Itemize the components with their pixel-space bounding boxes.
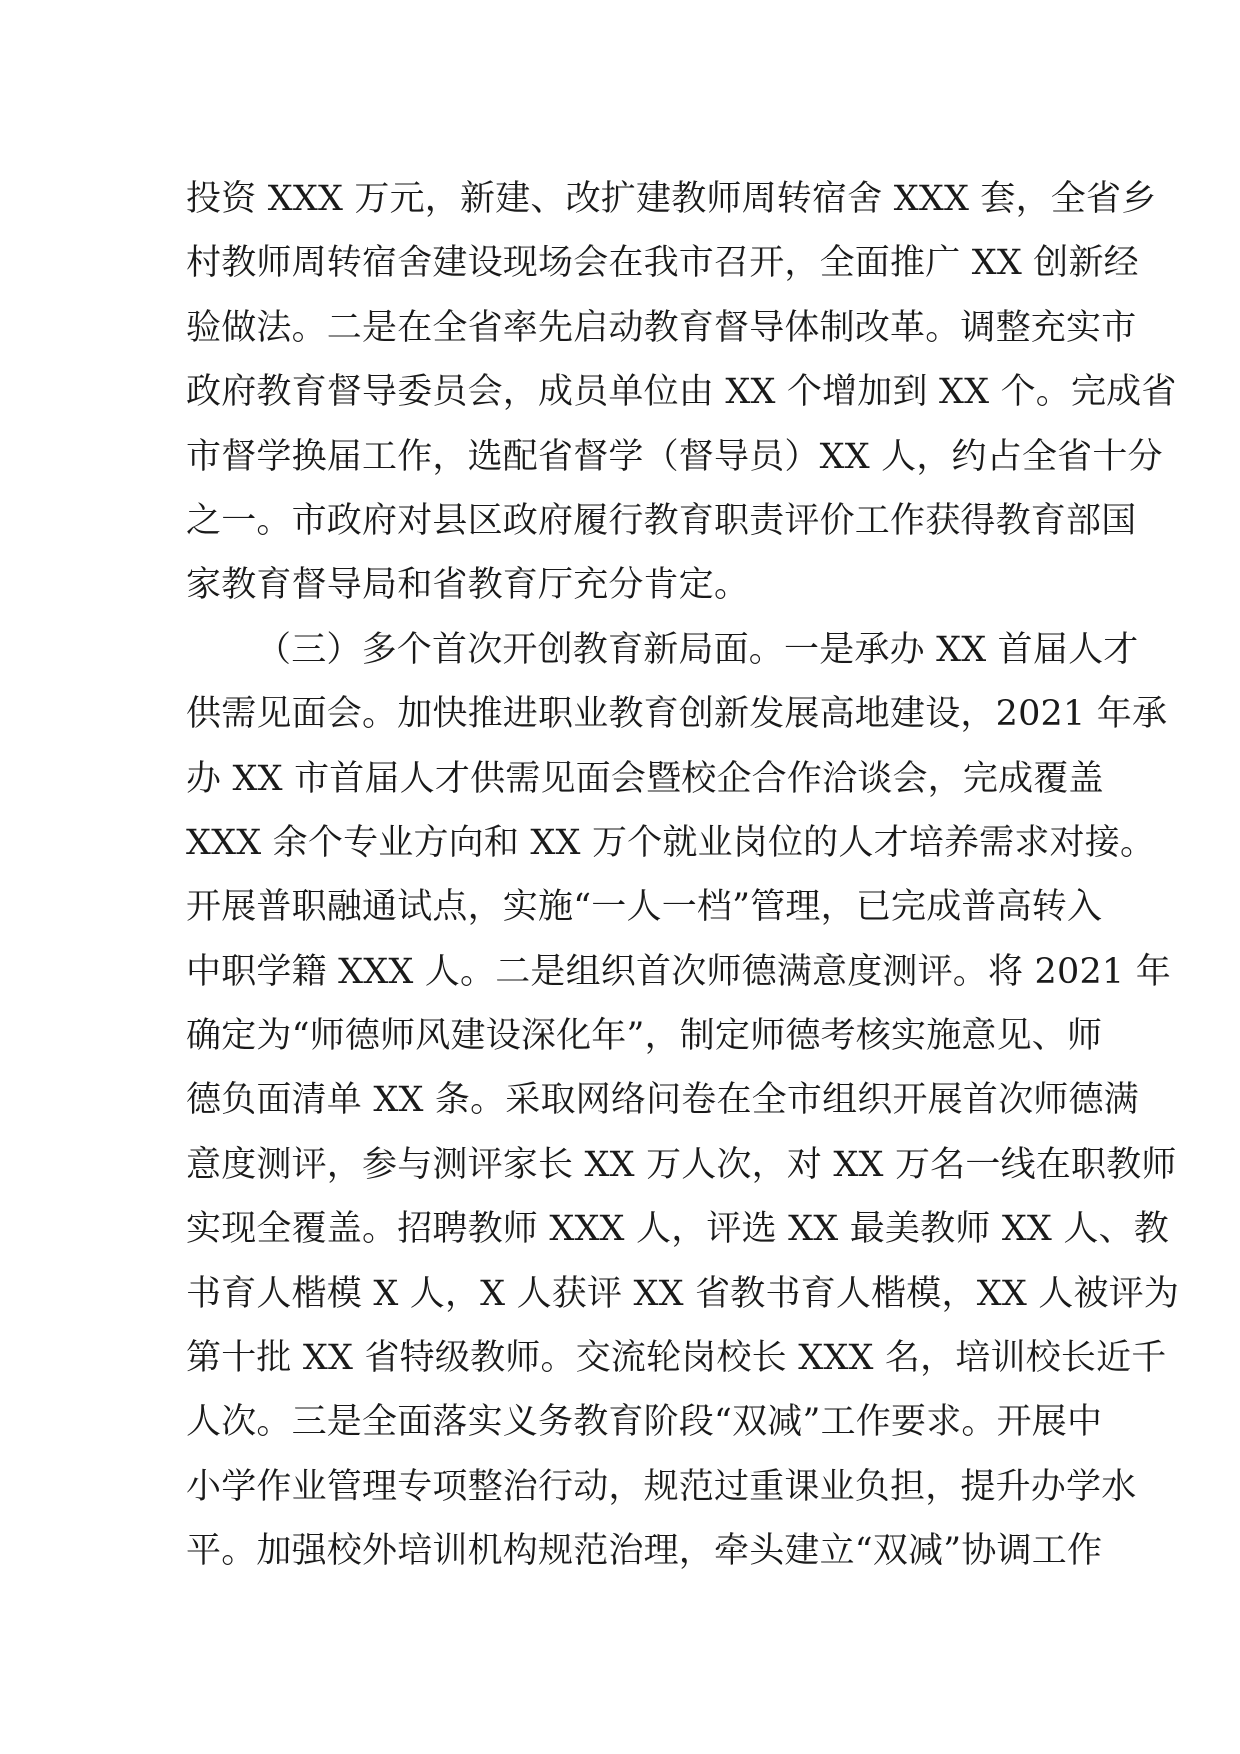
text-line: 家教育督导局和省教育厅充分肯定。 <box>186 565 750 606</box>
text-line: 政府教育督导委员会，成员单位由 XX 个增加到 XX 个。完成省 <box>186 372 1177 413</box>
text-line: 供需见面会。加快推进职业教育创新发展高地建设，2021 年承 <box>186 694 1168 735</box>
text-line: 开展普职融通试点，实施“一人一档”管理，已完成普高转入 <box>186 887 1103 928</box>
text-line: 验做法。二是在全省率先启动教育督导体制改革。调整充实市 <box>186 307 1137 348</box>
text-line: XXX 余个专业方向和 XX 万个就业岗位的人才培养需求对接。 <box>186 822 1156 863</box>
body-text <box>186 167 1180 1584</box>
text-line: 村教师周转宿舍建设现场会在我市召开，全面推广 XX 创新经 <box>186 243 1139 284</box>
text-line: 小学作业管理专项整治行动，规范过重课业负担，提升办学水 <box>186 1466 1137 1507</box>
text-line: 德负面清单 XX 条。采取网络问卷在全市组织开展首次师德满 <box>186 1080 1139 1121</box>
text-line: 书育人楷模 X 人，X 人获评 XX 省教书育人楷模，XX 人被评为 <box>186 1273 1180 1314</box>
text-line: 投资 XXX 万元，新建、改扩建教师周转宿舍 XXX 套，全省乡 <box>186 179 1157 219</box>
text-line: 平。加强校外培训机构规范治理，牵头建立“双减”协调工作 <box>186 1531 1103 1572</box>
text-line: 市督学换届工作，选配省督学（督导员）XX 人，约占全省十分 <box>186 436 1163 477</box>
text-line: 办 XX 市首届人才供需见面会暨校企合作洽谈会，完成覆盖 <box>186 758 1104 799</box>
text-line: 之一。市政府对县区政府履行教育职责评价工作获得教育部国 <box>186 500 1137 541</box>
text-line: 实现全覆盖。招聘教师 XXX 人，评选 XX 最美教师 XX 人、教 <box>186 1209 1169 1250</box>
text-line: 第十批 XX 省特级教师。交流轮岗校长 XXX 名，培训校长近千 <box>186 1338 1167 1379</box>
section-heading-line: （三）多个首次开创教育新局面。一是承办 XX 首届人才 <box>256 629 1139 670</box>
text-line: 意度测评，参与测评家长 XX 万人次，对 XX 万名一线在职教师 <box>186 1144 1177 1185</box>
text-line: 确定为“师德师风建设深化年”，制定师德考核实施意见、师 <box>186 1016 1103 1057</box>
text-line: 人次。三是全面落实义务教育阶段“双减”工作要求。开展中 <box>186 1402 1103 1443</box>
text-line: 中职学籍 XXX 人。二是组织首次师德满意度测评。将 2021 年 <box>186 951 1171 992</box>
